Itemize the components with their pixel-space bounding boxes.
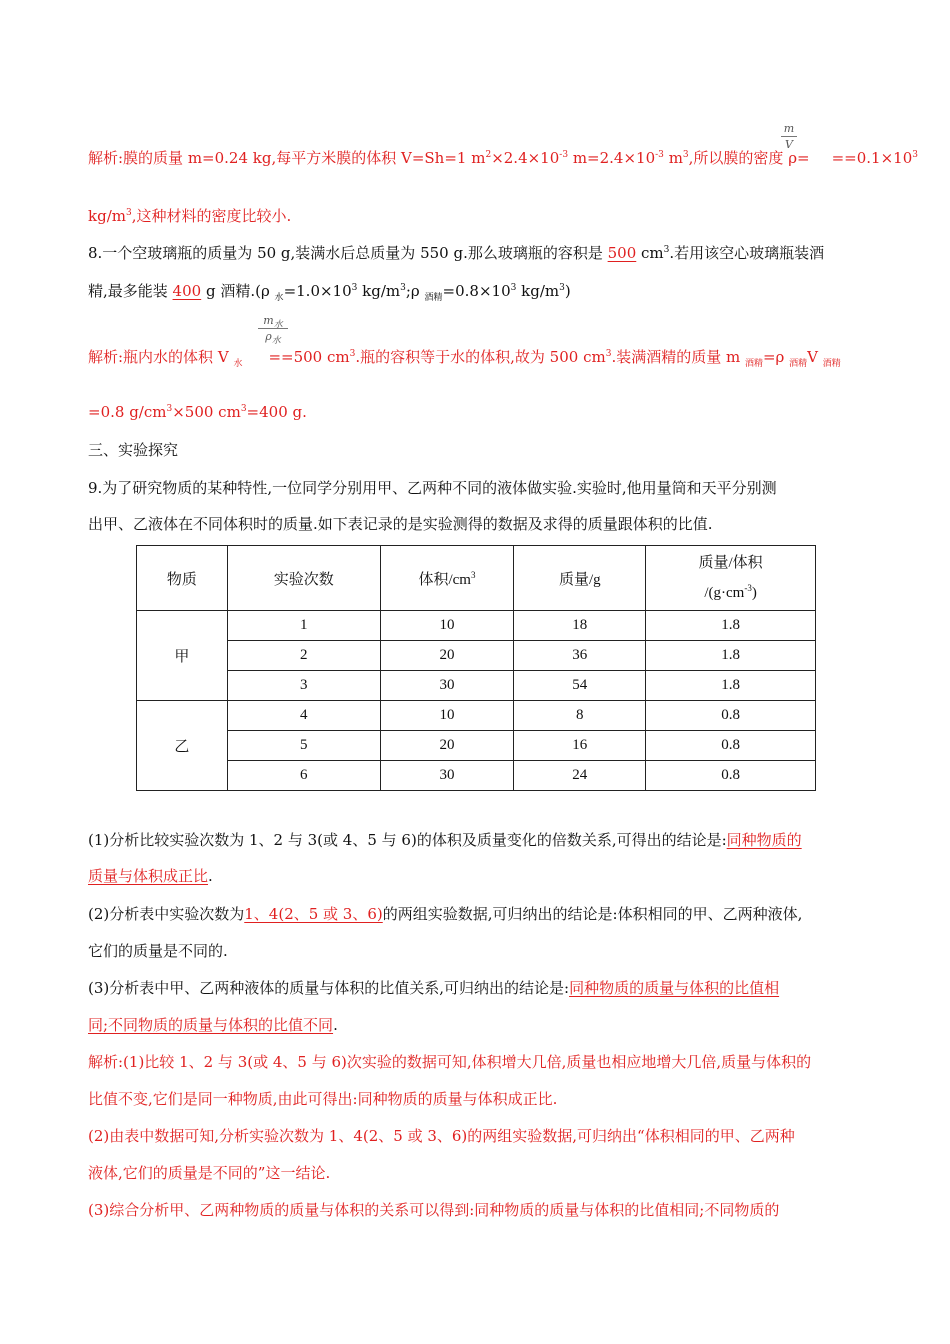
volume-fraction-image bbox=[258, 314, 288, 347]
cell-trial: 6 bbox=[227, 761, 380, 791]
text: ,这种材料的密度比较小. bbox=[131, 207, 292, 225]
sub: 水 bbox=[274, 293, 284, 303]
cell-ratio: 1.8 bbox=[646, 641, 816, 671]
sup: 3 bbox=[682, 150, 689, 160]
text: ρ bbox=[265, 330, 272, 343]
text: kg/m bbox=[357, 282, 401, 300]
sup: 3 bbox=[166, 404, 173, 414]
text: ==500 cm bbox=[268, 348, 350, 366]
sub: 酒精 bbox=[424, 293, 443, 303]
text: /(g·cm bbox=[704, 585, 745, 601]
cell-volume: 30 bbox=[380, 671, 514, 701]
text: kg/m bbox=[88, 207, 126, 225]
cell-ratio: 1.8 bbox=[646, 611, 816, 641]
sup: 3 bbox=[400, 283, 406, 293]
text: (1)分析比较实验次数为 1、2 与 3(或 4、5 与 6)的体积及质量变化的倍数关系,可得出的结论是: bbox=[88, 831, 727, 849]
text: .装满酒精的质量 m bbox=[611, 348, 745, 366]
cell-mass: 24 bbox=[514, 761, 646, 791]
text: 的两组实验数据,可归纳出的结论是:体积相同的甲、乙两种液体, bbox=[382, 905, 803, 923]
text: m bbox=[263, 314, 274, 327]
answer-blank: 质量与体积成正比 bbox=[88, 867, 209, 885]
sup: 3 bbox=[125, 208, 132, 218]
density-fraction-image bbox=[781, 122, 797, 151]
cell-volume: 10 bbox=[380, 701, 514, 731]
sup: 3 bbox=[559, 283, 565, 293]
text bbox=[646, 578, 815, 608]
cell-trial: 3 bbox=[227, 671, 380, 701]
cell-volume: 20 bbox=[380, 731, 514, 761]
header-substance: 物质 bbox=[137, 546, 228, 611]
header-mass: 质量/g bbox=[514, 546, 646, 611]
q9-analysis-line5: (3)综合分析甲、乙两种物质的质量与体积的关系可以得到:同种物质的质量与体积的比值相同;不同物质的 bbox=[88, 1201, 780, 1219]
text: 精,最多能装 bbox=[88, 282, 173, 300]
sup: 2 bbox=[485, 150, 492, 160]
group-name: 甲 bbox=[137, 611, 228, 701]
q7-analysis-line2 bbox=[88, 205, 291, 227]
cell-volume: 20 bbox=[380, 641, 514, 671]
q9-analysis-line4: 液体,它们的质量是不同的”这一结论. bbox=[88, 1164, 331, 1182]
fraction-denominator: V bbox=[785, 138, 793, 151]
text: =0.8×10 bbox=[442, 282, 511, 300]
text: ,所以膜的密度 ρ= bbox=[688, 149, 810, 167]
text: =400 g. bbox=[246, 403, 307, 421]
text: (3)分析表中甲、乙两种液体的质量与体积的比值关系,可归纳出的结论是: bbox=[88, 979, 570, 997]
cell-mass: 54 bbox=[514, 671, 646, 701]
cell-ratio: 0.8 bbox=[646, 701, 816, 731]
sub: 水 bbox=[271, 336, 281, 347]
answer-blank: 1、4(2、5 或 3、6) bbox=[244, 905, 383, 923]
q9-answer2-line2: 它们的质量是不同的. bbox=[88, 942, 228, 960]
answer-blank: 500 bbox=[607, 244, 637, 262]
sup: 3 bbox=[349, 349, 356, 359]
table-row bbox=[137, 701, 816, 731]
sub: 酒精 bbox=[789, 359, 808, 369]
q9-analysis-line1: 解析:(1)比较 1、2 与 3(或 4、5 与 6)次实验的数据可知,体积增大几倍,质量也相应地增大几倍,质量与体积的 bbox=[88, 1053, 812, 1071]
cell-ratio: 1.8 bbox=[646, 671, 816, 701]
sup: 3 bbox=[240, 404, 247, 414]
text: m=2.4×10 bbox=[568, 149, 656, 167]
q9-answer1-line1 bbox=[88, 829, 802, 851]
sup: 3 bbox=[663, 245, 670, 255]
text: 体积/cm bbox=[418, 571, 471, 588]
cell-ratio: 0.8 bbox=[646, 761, 816, 791]
text: 解析:瓶内水的体积 V bbox=[88, 348, 234, 366]
text: m bbox=[663, 149, 683, 167]
sup: -3 bbox=[655, 150, 664, 160]
q9-analysis-line3: (2)由表中数据可知,分析实验次数为 1、4(2、5 或 3、6)的两组实验数据,可归纳出“体积相同的甲、乙两种 bbox=[88, 1127, 795, 1145]
q9-line2: 出甲、乙液体在不同体积时的质量.如下表记录的是实验测得的数据及求得的质量跟体积的比值. bbox=[88, 515, 713, 533]
text: ) bbox=[564, 282, 571, 300]
text: 质量/体积 bbox=[698, 555, 763, 571]
text: ==0.1×10 bbox=[831, 149, 913, 167]
header-ratio bbox=[646, 546, 816, 611]
text: . bbox=[333, 1016, 338, 1034]
table-row bbox=[137, 761, 816, 791]
q8-analysis-line2 bbox=[88, 401, 307, 423]
sub: 酒精 bbox=[744, 359, 763, 369]
table-row bbox=[137, 731, 816, 761]
q9-line1: 9.为了研究物质的某种特性,一位同学分别用甲、乙两种不同的液体做实验.实验时,他用量筒和天平分别测 bbox=[88, 479, 777, 497]
text: =0.8 g/cm bbox=[88, 403, 167, 421]
text: =1.0×10 bbox=[283, 282, 352, 300]
text: . bbox=[208, 867, 213, 885]
cell-trial: 5 bbox=[227, 731, 380, 761]
sup: 3 bbox=[912, 150, 918, 160]
text: 解析:膜的质量 m=0.24 kg,每平方米膜的体积 V=Sh=1 m bbox=[88, 149, 486, 167]
fraction-bar bbox=[781, 136, 797, 137]
table-header-row bbox=[137, 546, 816, 611]
text: g 酒精.(ρ bbox=[201, 282, 275, 300]
section-heading: 三、实验探究 bbox=[88, 441, 179, 459]
q9-answer3-line1 bbox=[88, 977, 779, 999]
header-trial: 实验次数 bbox=[227, 546, 380, 611]
sub: 酒精 bbox=[822, 359, 841, 369]
sup: -3 bbox=[559, 150, 569, 160]
cell-volume: 10 bbox=[380, 611, 514, 641]
sub: 水 bbox=[273, 320, 283, 331]
text: =ρ bbox=[762, 348, 790, 366]
sup: -3 bbox=[744, 583, 752, 593]
answer-blank: 同种物质的 bbox=[726, 831, 802, 849]
sup: 3 bbox=[470, 569, 476, 580]
q8-analysis-line1 bbox=[88, 346, 841, 368]
data-table bbox=[136, 545, 816, 791]
text: (2)分析表中实验次数为 bbox=[88, 905, 245, 923]
text: .瓶的容积等于水的体积,故为 500 cm bbox=[355, 348, 606, 366]
cell-mass: 8 bbox=[514, 701, 646, 731]
fraction-numerator: m bbox=[783, 122, 795, 135]
q9-answer1-line2 bbox=[88, 865, 213, 887]
text: ) bbox=[751, 585, 757, 601]
sup: 3 bbox=[510, 283, 517, 293]
sub: 水 bbox=[233, 359, 243, 369]
cell-trial: 2 bbox=[227, 641, 380, 671]
fraction-denominator bbox=[258, 330, 288, 347]
q9-answer3-line2 bbox=[88, 1014, 338, 1036]
q8-line1 bbox=[88, 242, 824, 264]
text: cm bbox=[636, 244, 664, 262]
cell-mass: 16 bbox=[514, 731, 646, 761]
text: kg/m bbox=[516, 282, 560, 300]
table-row bbox=[137, 611, 816, 641]
table-row bbox=[137, 671, 816, 701]
cell-ratio: 0.8 bbox=[646, 731, 816, 761]
answer-blank: 同;不同物质的质量与体积的比值不同 bbox=[88, 1016, 334, 1034]
table-row bbox=[137, 641, 816, 671]
q9-analysis-line2: 比值不变,它们是同一种物质,由此可得出:同种物质的质量与体积成正比. bbox=[88, 1090, 558, 1108]
cell-trial: 1 bbox=[227, 611, 380, 641]
sup: 3 bbox=[605, 349, 612, 359]
text: 8.一个空玻璃瓶的质量为 50 g,装满水后总质量为 550 g.那么玻璃瓶的容积是 bbox=[88, 244, 608, 262]
group-name: 乙 bbox=[137, 701, 228, 791]
fraction-numerator bbox=[258, 314, 288, 331]
header-volume bbox=[380, 546, 514, 611]
text: ×500 cm bbox=[172, 403, 241, 421]
q8-line2 bbox=[88, 280, 571, 302]
cell-mass: 36 bbox=[514, 641, 646, 671]
text: ×2.4×10 bbox=[491, 149, 560, 167]
answer-blank: 同种物质的质量与体积的比值相 bbox=[569, 979, 780, 997]
cell-volume: 30 bbox=[380, 761, 514, 791]
q9-answer2-line1 bbox=[88, 903, 802, 925]
text: .若用该空心玻璃瓶装酒 bbox=[669, 244, 825, 262]
text: ;ρ bbox=[405, 282, 425, 300]
cell-mass: 18 bbox=[514, 611, 646, 641]
sup: 3 bbox=[351, 283, 358, 293]
cell-trial: 4 bbox=[227, 701, 380, 731]
text: V bbox=[807, 348, 823, 366]
answer-blank: 400 bbox=[172, 282, 202, 300]
